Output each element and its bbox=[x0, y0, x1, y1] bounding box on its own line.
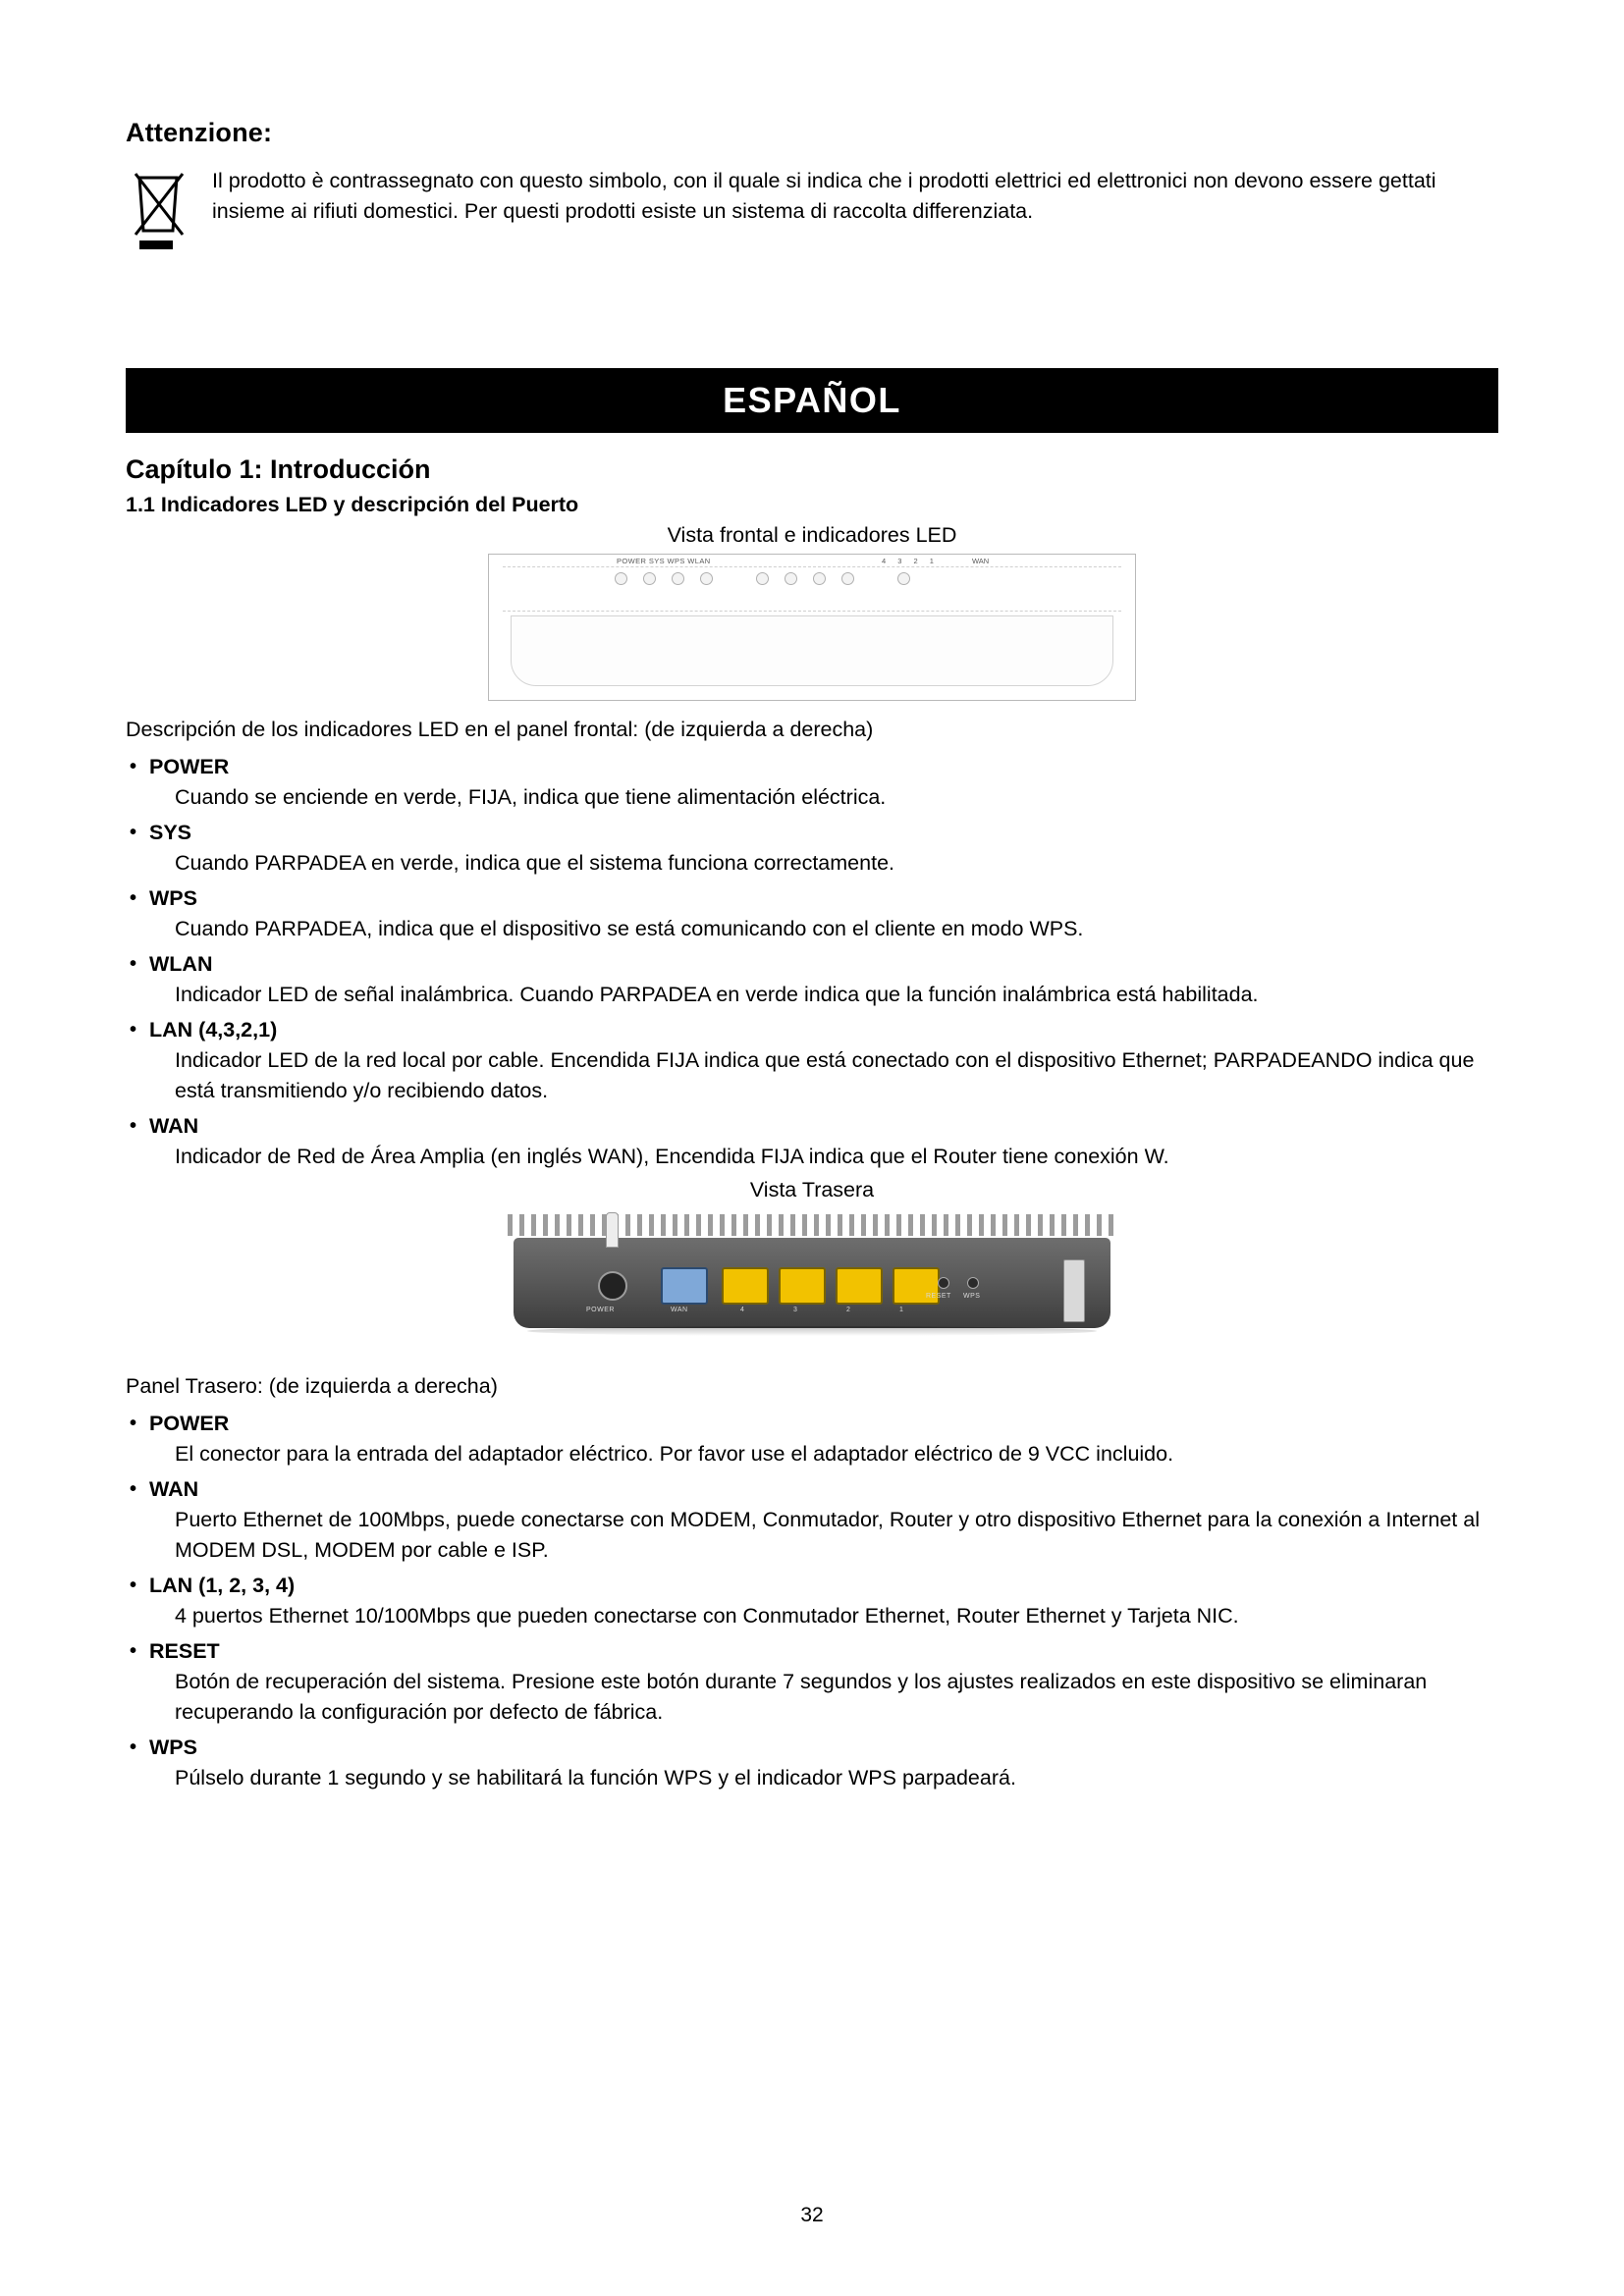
led-lan3 bbox=[785, 572, 797, 585]
led-desc: Cuando PARPADEA en verde, indica que el sistema funciona correctamente. bbox=[175, 851, 894, 875]
led-wlan bbox=[700, 572, 713, 585]
rear-chassis bbox=[514, 1238, 1110, 1328]
list-item bbox=[126, 948, 1498, 1010]
attention-block bbox=[126, 118, 1498, 260]
wan-port bbox=[661, 1267, 708, 1305]
rear-view-figure bbox=[126, 1208, 1498, 1358]
led-term: • WPS bbox=[126, 882, 1498, 914]
language-banner: ESPAÑOL bbox=[126, 368, 1498, 433]
rear-label-lan2: 2 bbox=[846, 1307, 851, 1313]
port-desc: 4 puertos Ethernet 10/100Mbps que pueden conectarse con Conmutador Ethernet, Router Ethernet y Tarjeta NIC. bbox=[175, 1604, 1239, 1628]
chapter-title: Capítulo 1: Introducción bbox=[126, 454, 431, 484]
led-lan1 bbox=[841, 572, 854, 585]
port-term: • WAN bbox=[126, 1473, 1498, 1505]
port-term: • LAN (1, 2, 3, 4) bbox=[126, 1570, 1498, 1601]
router-front-image bbox=[488, 554, 1136, 701]
port-desc: El conector para la entrada del adaptador eléctrico. Por favor use el adaptador eléctrico de 9 VCC incluido. bbox=[175, 1442, 1174, 1466]
list-item bbox=[126, 1473, 1498, 1566]
front-led-list bbox=[126, 751, 1498, 1172]
port-desc: Puerto Ethernet de 100Mbps, puede conectarse con MODEM, Conmutador, Router y otro dispositivo Ethernet para la conexión a Internet al MODEM DSL, MODEM por cable e ISP. bbox=[175, 1508, 1480, 1562]
led-term: • SYS bbox=[126, 817, 1498, 848]
front-view-caption: Vista frontal e indicadores LED bbox=[667, 523, 957, 547]
rear-label-lan1: 1 bbox=[899, 1307, 904, 1313]
led-term: • LAN (4,3,2,1) bbox=[126, 1014, 1498, 1045]
led-desc: Cuando PARPADEA, indica que el dispositivo se está comunicando con el cliente en modo WPS. bbox=[175, 917, 1084, 940]
page-number: 32 bbox=[800, 2204, 824, 2226]
led-sys bbox=[643, 572, 656, 585]
led-wan bbox=[897, 572, 910, 585]
rear-label-wan: WAN bbox=[671, 1307, 688, 1313]
front-panel-wan-label: WAN bbox=[972, 557, 990, 565]
rear-label-lan3: 3 bbox=[793, 1307, 798, 1313]
reset-button bbox=[938, 1277, 949, 1289]
lan-port-3 bbox=[779, 1267, 826, 1305]
power-jack bbox=[598, 1271, 627, 1301]
front-intro-text: Descripción de los indicadores LED en el panel frontal: (de izquierda a derecha) bbox=[126, 718, 874, 741]
list-item bbox=[126, 1014, 1498, 1106]
led-desc: Indicador LED de la red local por cable. Encendida FIJA indica que está conectado con el dispositivo Ethernet; PARPADEANDO indica que está transmitiendo y/o recibiendo datos. bbox=[175, 1048, 1475, 1102]
rear-label-power: POWER bbox=[586, 1307, 615, 1313]
antenna bbox=[606, 1212, 619, 1248]
section-title: 1.1 Indicadores LED y descripción del Puerto bbox=[126, 493, 579, 516]
lan-port-group bbox=[722, 1267, 940, 1305]
rear-label-wps: WPS bbox=[963, 1293, 981, 1300]
front-view-figure bbox=[126, 554, 1498, 701]
rear-shadow bbox=[527, 1326, 1097, 1336]
lan-port-4 bbox=[722, 1267, 769, 1305]
list-item bbox=[126, 817, 1498, 879]
led-term: • WAN bbox=[126, 1110, 1498, 1142]
front-panel-labels: POWER SYS WPS WLAN bbox=[617, 557, 711, 565]
port-desc: Púlselo durante 1 segundo y se habilitará la función WPS y el indicador WPS parpadeará. bbox=[175, 1766, 1016, 1789]
front-led-row bbox=[615, 572, 910, 585]
rear-vent-grill bbox=[508, 1214, 1116, 1236]
list-item bbox=[126, 1635, 1498, 1728]
led-power bbox=[615, 572, 627, 585]
rear-label-lan4: 4 bbox=[740, 1307, 745, 1313]
list-item bbox=[126, 1732, 1498, 1793]
list-item bbox=[126, 882, 1498, 944]
weee-crossed-bin-icon bbox=[126, 170, 190, 260]
list-item bbox=[126, 751, 1498, 813]
led-desc: Indicador de Red de Área Amplia (en inglés WAN), Encendida FIJA indica que el Router tiene conexión W. bbox=[175, 1145, 1169, 1168]
led-wps bbox=[672, 572, 684, 585]
front-chassis bbox=[511, 615, 1113, 686]
attention-text: Il prodotto è contrassegnato con questo simbolo, con il quale si indica che i prodotti elettrici ed elettronici non devono essere gettati insieme ai rifiuti domestici. Per questi prodotti esiste un sistema di raccolta differenziata. bbox=[212, 169, 1436, 223]
wps-button bbox=[967, 1277, 979, 1289]
rear-port-list bbox=[126, 1408, 1498, 1793]
front-panel-numbers: 4 3 2 1 bbox=[882, 557, 939, 565]
led-term: • POWER bbox=[126, 751, 1498, 782]
rear-intro-text: Panel Trasero: (de izquierda a derecha) bbox=[126, 1374, 498, 1398]
led-desc: Cuando se enciende en verde, FIJA, indica que tiene alimentación eléctrica. bbox=[175, 785, 887, 809]
list-item bbox=[126, 1408, 1498, 1469]
led-lan4 bbox=[756, 572, 769, 585]
attention-title: Attenzione: bbox=[126, 118, 273, 147]
led-term: • WLAN bbox=[126, 948, 1498, 980]
lan-port-2 bbox=[836, 1267, 883, 1305]
list-item bbox=[126, 1110, 1498, 1172]
led-desc: Indicador LED de señal inalámbrica. Cuando PARPADEA en verde indica que la función inalámbrica está habilitada. bbox=[175, 983, 1259, 1006]
list-item bbox=[126, 1570, 1498, 1631]
port-term: • POWER bbox=[126, 1408, 1498, 1439]
port-term: • RESET bbox=[126, 1635, 1498, 1667]
port-desc: Botón de recuperación del sistema. Presione este botón durante 7 segundos y los ajustes realizados en este dispositivo se eliminaran recuperando la configuración por defecto de fábrica. bbox=[175, 1670, 1428, 1724]
router-rear-image bbox=[508, 1208, 1116, 1358]
rear-side-block bbox=[1063, 1259, 1085, 1322]
port-term: • WPS bbox=[126, 1732, 1498, 1763]
led-lan2 bbox=[813, 572, 826, 585]
rear-view-caption: Vista Trasera bbox=[749, 1178, 875, 1201]
rear-label-reset: RESET bbox=[926, 1293, 951, 1300]
